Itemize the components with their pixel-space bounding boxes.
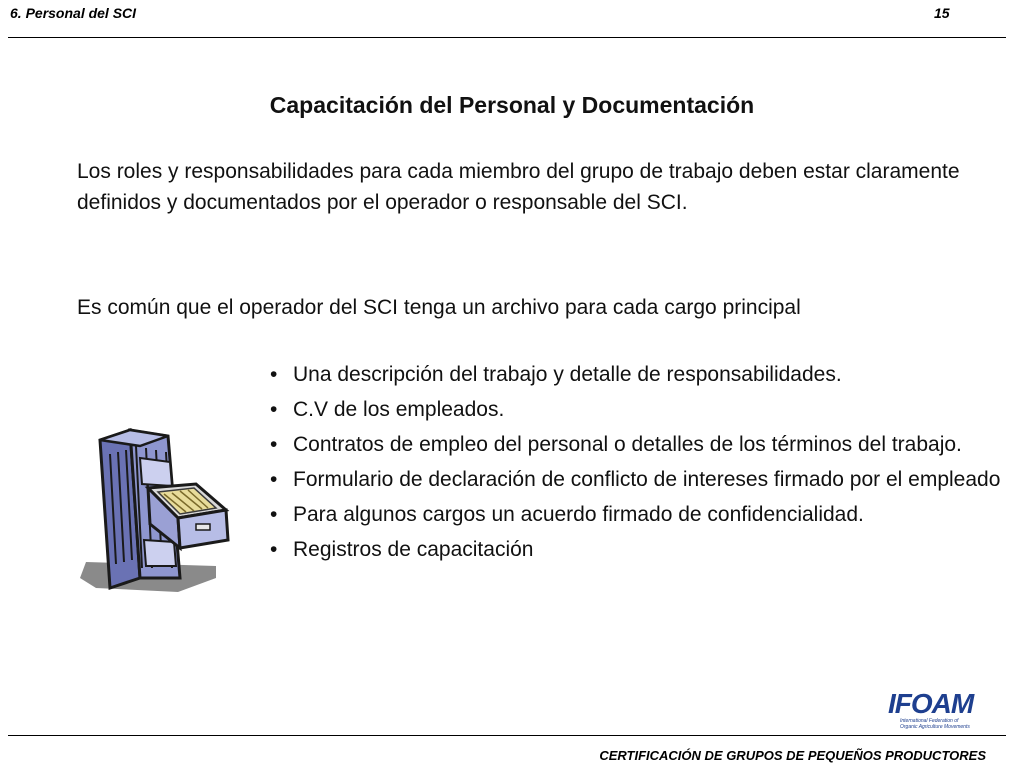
- cabinet-drawer-bottom: [144, 540, 176, 566]
- bullet-marker: •: [270, 363, 278, 386]
- list-item: [270, 532, 1018, 567]
- slide-title: Capacitación del Personal y Documentación: [269, 92, 755, 118]
- header-divider: [8, 37, 1006, 38]
- list-item: [270, 427, 1018, 462]
- bullet-list: [270, 357, 1018, 567]
- list-item-text: Contratos de empleo del personal o detalles de los términos del trabajo.: [293, 433, 962, 456]
- paragraph-roles: Los roles y responsabilidades para cada miembro del grupo de trabajo deben estar claramente definidos y documentados por el operador o responsable del SCI.: [77, 160, 960, 214]
- drawer-handle: [196, 524, 210, 530]
- ifoam-logo: [888, 688, 988, 732]
- logo-tagline-line-2: Organic Agriculture Movements: [900, 724, 970, 730]
- list-item-text: Formulario de declaración de conflicto de intereses firmado por el empleado: [293, 468, 1001, 491]
- bullet-marker: •: [270, 398, 278, 421]
- logo-tagline-line-1: International Federation of: [900, 718, 959, 724]
- footer-text: CERTIFICACIÓN DE GRUPOS DE PEQUEÑOS PRODUCTORES: [599, 748, 986, 763]
- list-item-text: Para algunos cargos un acuerdo firmado de confidencialidad.: [293, 503, 864, 526]
- list-item: [270, 392, 1018, 427]
- bullet-marker: •: [270, 433, 278, 456]
- list-item-text: Una descripción del trabajo y detalle de responsabilidades.: [293, 363, 842, 386]
- list-item-text: C.V de los empleados.: [293, 398, 505, 421]
- logo-wordmark: IFOAM: [888, 688, 974, 719]
- bullet-marker: •: [270, 503, 278, 526]
- bullet-marker: •: [270, 468, 278, 491]
- list-item: [270, 357, 1018, 392]
- logo-tagline: [900, 718, 990, 730]
- list-item: [270, 497, 1018, 532]
- section-label: 6. Personal del SCI: [10, 5, 137, 21]
- cabinet-drawer-top: [140, 458, 172, 486]
- filing-cabinet-illustration: [66, 428, 238, 596]
- bullet-marker: •: [270, 538, 278, 561]
- footer-divider: [8, 735, 1006, 736]
- list-item-text: Registros de capacitación: [293, 538, 534, 561]
- paragraph-archive: Es común que el operador del SCI tenga un archivo para cada cargo principal: [77, 296, 801, 319]
- list-item: [270, 462, 1018, 497]
- page-number: 15: [934, 5, 950, 21]
